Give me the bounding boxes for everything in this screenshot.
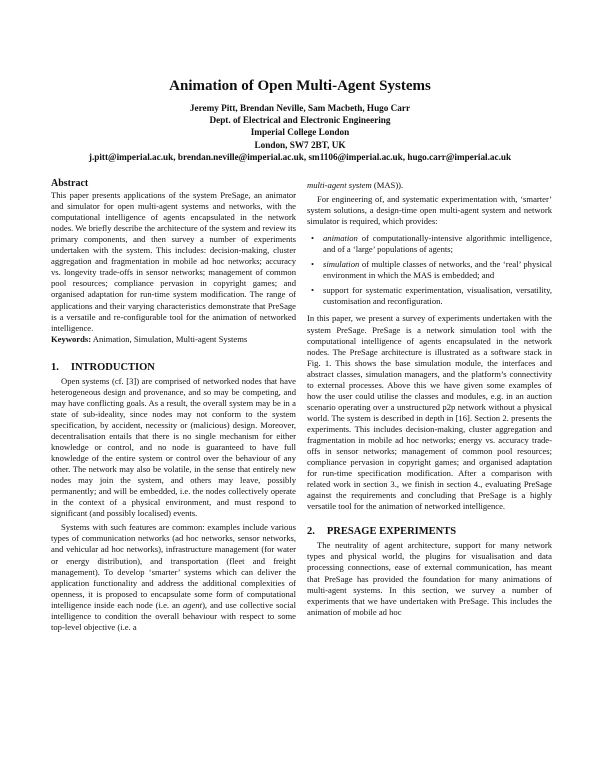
list-item-text: of computationally-intensive algorithmic intelligence, and of a ‘large’ populations of agents; [323, 233, 552, 255]
section-2-number: 2. [307, 526, 315, 538]
bullet-glyph: • [311, 233, 315, 244]
bullet-glyph: • [311, 259, 315, 270]
list-item-text: support for systematic experimentation, visualisation, versatility, customisation and reconfiguration. [323, 285, 552, 307]
keywords-label: Keywords: [51, 333, 92, 344]
keywords-list: Animation, Simulation, Multi-agent Systems [92, 333, 248, 344]
bullet-glyph: • [311, 285, 315, 296]
abstract-text: This paper presents applications of the system PreSage, an animator and simulator for open multi-agent systems and networks, with the computational intelligence of agents encapsulated in the network nodes. We briefly describe the architecture of the system and review its primary components, and then survey a number of experiments undertaken with the system. This includes: decision-making, cluster aggregation and fragmentation in mobile ad hoc networks; accuracy vs. longevity trade-offs in sensor networks; management of common pool resources; compliance pervasion in copyright games; and organised adaptation for run-time system modification. The range of applications and their varying characteristics demonstrate that PreSage is a versatile and re-configurable tool for the animation of networked intelligence. [51, 190, 296, 333]
author-emails: j.pitt@imperial.ac.uk, brendan.neville@imperial.ac.uk, sm1106@imperial.ac.uk, hugo.carr@imperial.ac.uk [88, 151, 512, 162]
author-department: Dept. of Electrical and Electronic Engineering [209, 115, 391, 126]
intro-paragraph-4: In this paper, we present a survey of experiments undertaken with the system PreSage. PreSage is a network simulation tool with the computational intelligence of agents encapsulated in the network nodes. The PreSage architecture is illustrated as a software stack in Fig. 1. This shows the base simulation module, the interfaces and abstract classes, simulation managers, and the platform’s connectivity to external processes. Above this we have given some examples of how the user could utilise the classes and modules, e.g. in an auction scenario operating over a unstructured p2p network without a physical world. The system is described in depth in [16]. Section 2. presents the experiments. This includes decision-making, cluster aggregation and fragmentation in mobile ad hoc networks; energy vs. accuracy trade-offs in sensor networks; management of common pool resources; compliance pervasion in copyright games; and organised adaptation for run-time specification modification. After a comparison with related work in section 3., we finish in section 4., evaluating PreSage against the requirements and concluding that PreSage is a highly versatile tool for the animation of networked intelligence. [307, 313, 552, 512]
presage-paragraph-1: The neutrality of agent architecture, support for many network types and physical world, the plugins for visualisation and data processing connections, ease of external communication, has meant that PreSage has provided the foundation for many animations of multi-agent systems. In this section, we survey a number of experiments that we have undertaken with PreSage. This includes the animation of mobile ad hoc [307, 540, 552, 617]
intro-p2-part-a: Systems with such features are common: examples include various types of communication networks (ad hoc networks, sensor networks, and vehicular ad hoc networks), infrastructure management (for water or energy distribution), and transportation (fleet and freight management). To develop ‘smarter’ systems which can deliver the application functionality and address the additional complexities of openness, it is proposed to encapsulate some form of computational intelligence inside each node (i.e. an [51, 522, 296, 610]
intro-paragraph-1: Open systems (cf. [3]) are comprised of networked nodes that have heterogeneous design and provenance, and so may be competing, and may have conflicting goals. As a result, the overall system may be in a state of sub-ideality, since nodes may not conform to the system specification, by accident, necessity or (malicious) design. Moreover, decentralisation entails that there is no single mechanism for either knowledge or control, and no node is guaranteed to have full knowledge of the entire system or control over the behaviour of any other. The network may also be volatile, in the sense that entirely new nodes may join the system, and others may leave, possibly permanently; and will be embedded, i.e. the nodes collectively operate in the context of a physical environment, and must respond to significant (and possibly localised) events. [51, 375, 296, 519]
intro-p2-part-b: ), and use collective social intelligence to condition the overall behaviour with respect to some top-level objective (i.e. a [51, 599, 297, 632]
author-names: Jeremy Pitt, Brendan Neville, Sam Macbeth, Hugo Carr [189, 103, 411, 113]
requirements-list [307, 233, 552, 307]
section-1-number: 1. [51, 361, 59, 373]
intro-paragraph-3: For engineering of, and systematic experimentation with, ‘smarter’ system solutions, a design-time open multi-agent system and network simulator is required, which provides: [307, 194, 552, 227]
keywords-line [51, 334, 296, 345]
list-item [307, 233, 552, 255]
section-1-heading [51, 362, 296, 373]
list-item-text: of multiple classes of networks, and the ‘real’ physical environment in which the MAS is embedded; and [323, 259, 552, 281]
intro-p2-continuation [307, 180, 552, 191]
section-1-title: INTRODUCTION [70, 361, 155, 373]
intro-p2-agent: agent [182, 599, 203, 610]
right-column [307, 180, 552, 618]
list-item [307, 285, 552, 307]
author-institution: Imperial College London [250, 127, 350, 138]
left-column [51, 178, 296, 633]
paper-title: Animation of Open Multi-Agent Systems [169, 78, 431, 94]
author-address: London, SW7 2BT, UK [254, 139, 346, 150]
author-block [0, 102, 600, 163]
section-2-heading [307, 526, 552, 537]
intro-paragraph-2 [51, 522, 296, 632]
intro-p2-mas: multi-agent system [307, 180, 372, 190]
list-item [307, 259, 552, 281]
list-item-emphasis: animation [323, 233, 358, 244]
abstract-heading: Abstract [51, 178, 89, 189]
list-item-emphasis: simulation [323, 259, 360, 270]
section-2-title: PRESAGE EXPERIMENTS [326, 526, 457, 538]
intro-p2-part-c: (MAS)). [371, 180, 404, 190]
